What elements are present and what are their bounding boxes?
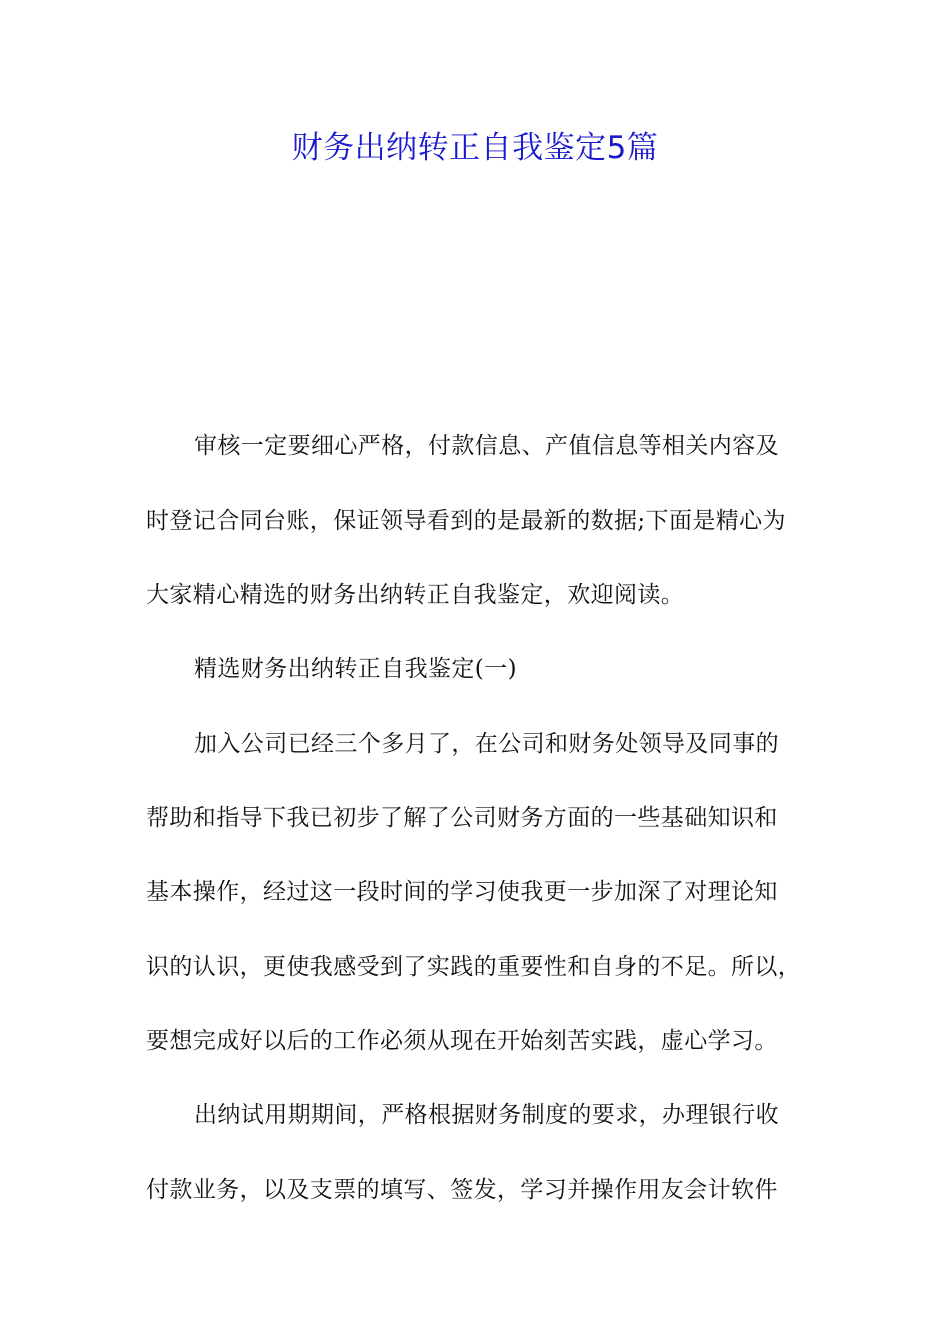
section-heading: 精选财务出纳转正自我鉴定(一) [194, 656, 517, 682]
paragraph-line: 时登记合同台账，保证领导看到的是最新的数据;下面是精心为 [146, 508, 786, 534]
paragraph-line: 帮助和指导下我已初步了解了公司财务方面的一些基础知识和 [146, 805, 778, 831]
paragraph-line: 付款业务，以及支票的填写、签发，学习并操作用友会计软件 [146, 1177, 778, 1203]
document-title: 财务出纳转正自我鉴定5篇 [291, 130, 659, 166]
paragraph-line: 加入公司已经三个多月了，在公司和财务处领导及同事的 [194, 731, 779, 757]
paragraph-line: 基本操作，经过这一段时间的学习使我更一步加深了对理论知 [146, 879, 778, 905]
paragraph-line: 审核一定要细心严格，付款信息、产值信息等相关内容及 [194, 433, 779, 459]
paragraph-line: 大家精心精选的财务出纳转正自我鉴定，欢迎阅读。 [146, 582, 685, 608]
paragraph-line: 识的认识，更使我感受到了实践的重要性和自身的不足。所以， [146, 954, 802, 980]
paragraph-line: 要想完成好以后的工作必须从现在开始刻苦实践，虚心学习。 [146, 1028, 778, 1054]
paragraph-line: 出纳试用期期间，严格根据财务制度的要求，办理银行收 [194, 1102, 779, 1128]
